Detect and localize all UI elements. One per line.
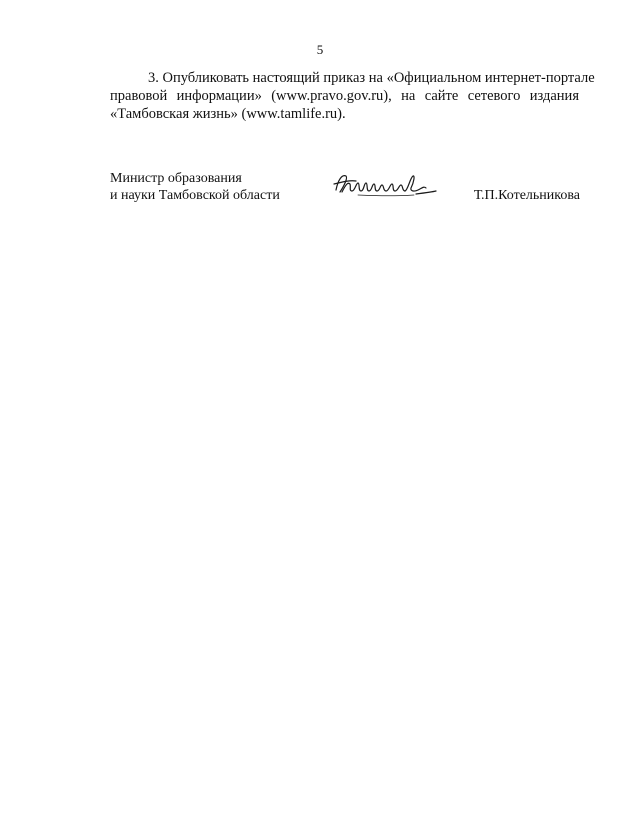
handwritten-signature-icon: [328, 170, 440, 200]
paragraph-line: 3. Опубликовать настоящий приказ на «Официальном интернет-портале: [148, 70, 595, 86]
page-number: 5: [316, 42, 324, 57]
paragraph-item-3: [110, 69, 595, 123]
signer-position-line-2: и науки Тамбовской области: [110, 188, 280, 203]
paragraph-line: правовой информации» (www.pravo.gov.ru), на сайте сетевого издания: [110, 88, 579, 104]
paragraph-line: «Тамбовская жизнь» (www.tamlife.ru).: [110, 106, 346, 122]
signer-name: Т.П.Котельникова: [473, 188, 580, 203]
signer-position-line-1: Министр образования: [110, 171, 242, 186]
signature-block: [110, 170, 580, 210]
signer-position: [110, 170, 280, 204]
